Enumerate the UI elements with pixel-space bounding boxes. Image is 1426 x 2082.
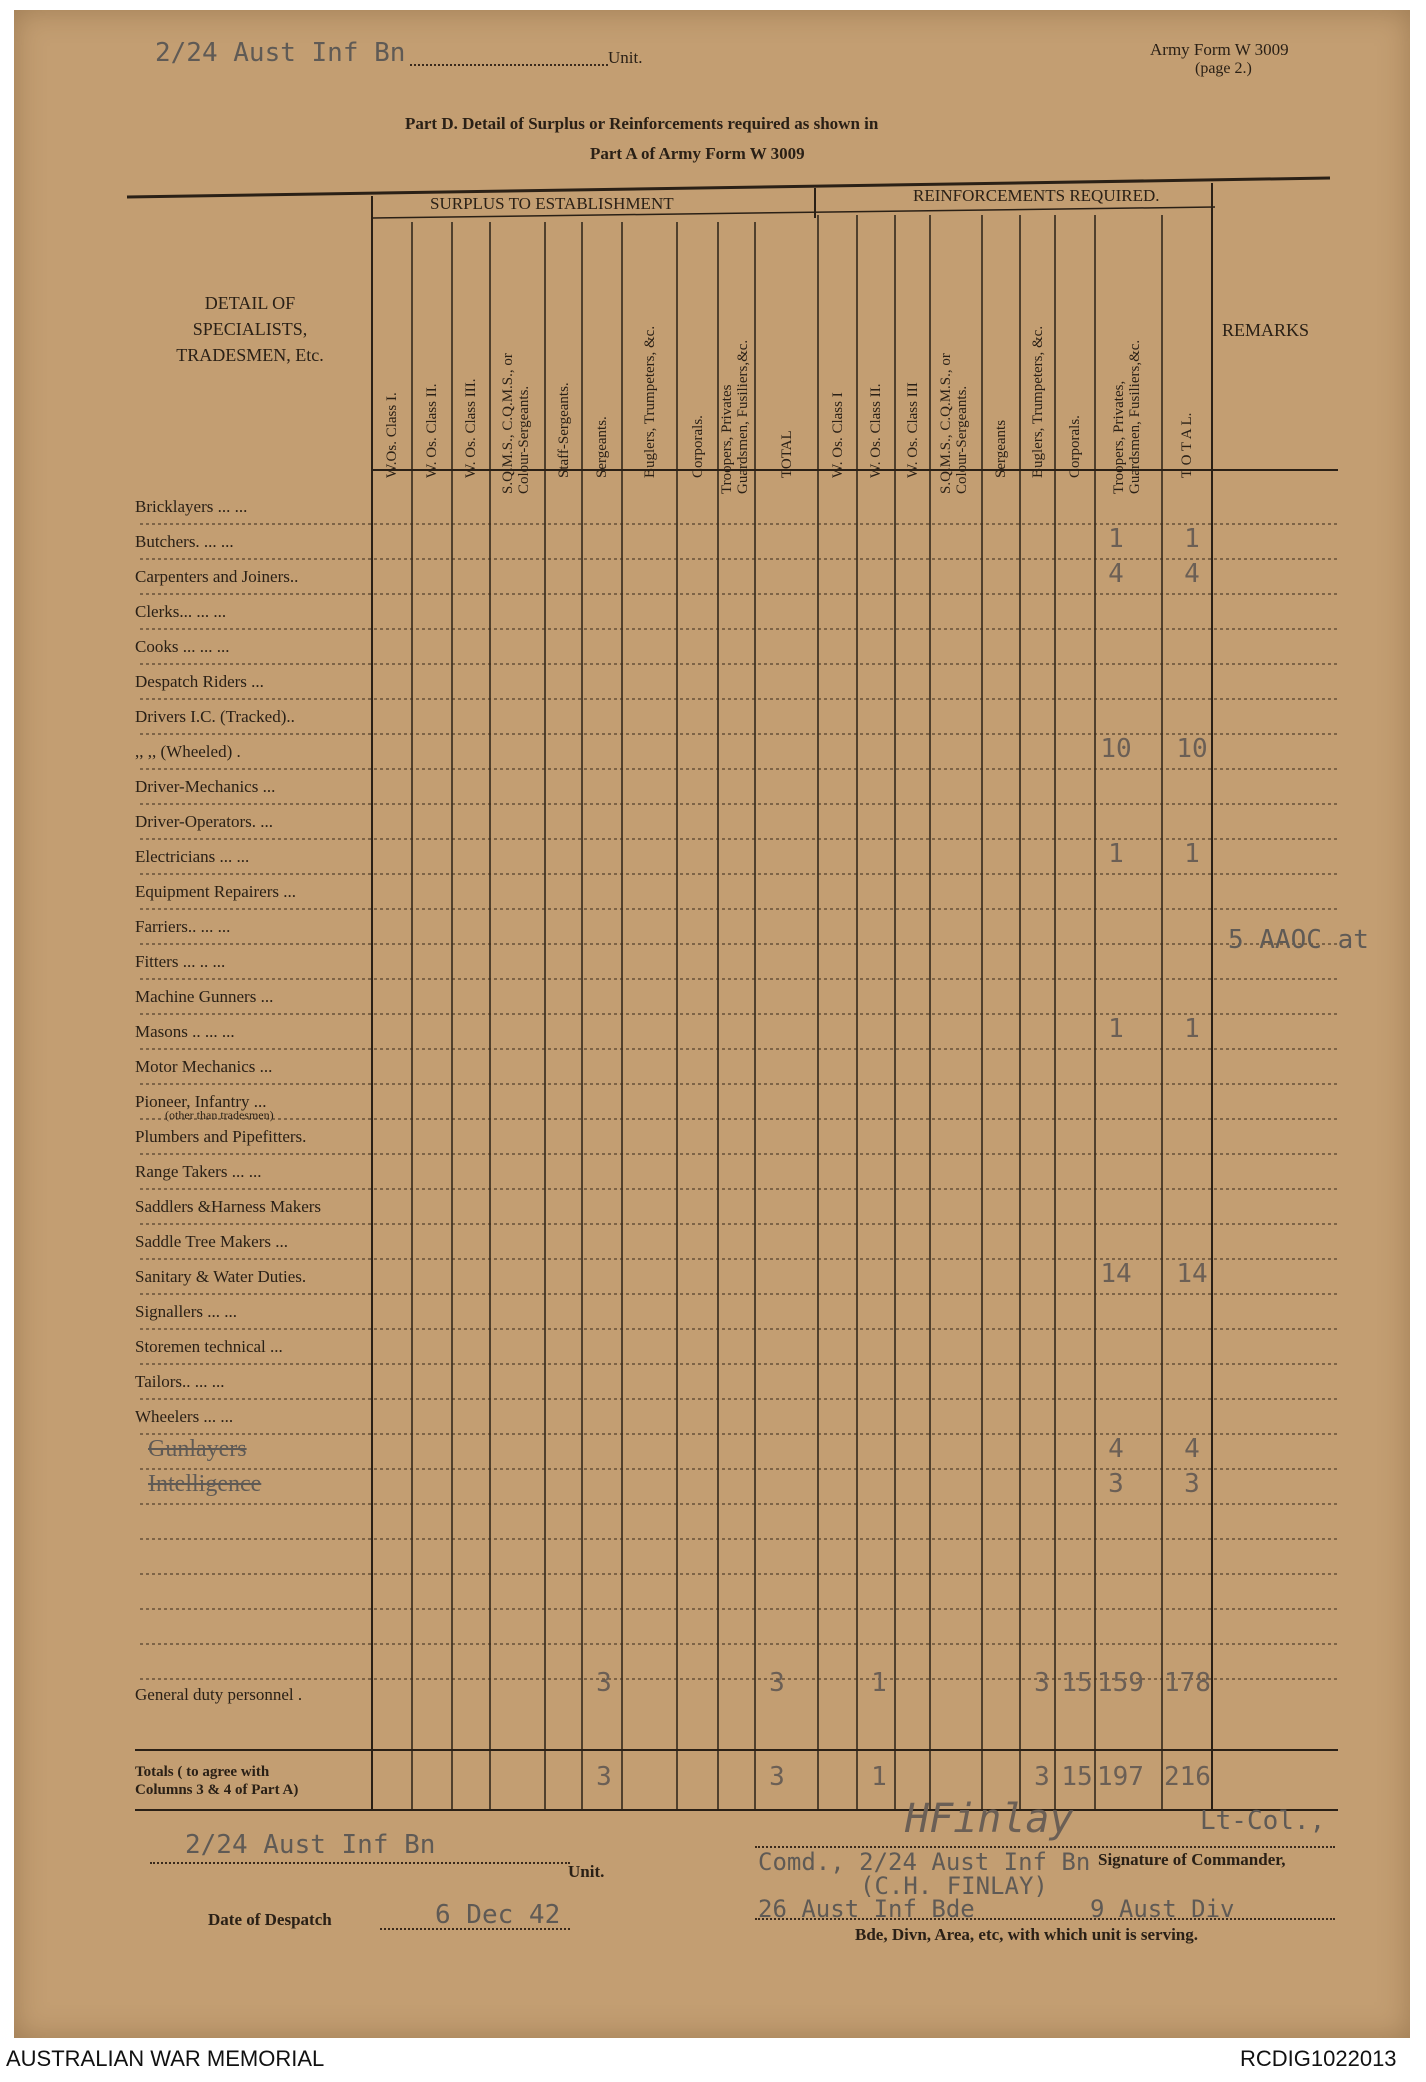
row-label: Fitters ... .. ... [135,952,226,971]
row-label: Saddlers &Harness Makers [135,1197,322,1216]
row-label: Butchers. ... ... [135,532,234,551]
column-header: Corporals. [689,415,706,478]
row-label: Signallers ... ... [135,1302,237,1321]
cell-troopers: 10 [1100,734,1132,764]
signature: HFinlay [905,1796,1074,1842]
cell-r-troopers: 159 [1097,1668,1144,1698]
row-label: Saddle Tree Makers ... [135,1232,288,1251]
archive-credit: AUSTRALIAN WAR MEMORIAL [6,2046,325,2071]
cell-troopers: 1 [1108,839,1124,869]
column-header: Buglers, Trumpeters, &c. [1029,325,1046,478]
row-label: Gunlayers [148,1436,247,1462]
cell-r-total: 178 [1164,1668,1211,1698]
column-header: Buglers, Trumpeters, &c. [641,325,658,478]
surplus-heading: SURPLUS TO ESTABLISHMENT [430,194,674,213]
row-label: Clerks... ... ... [135,602,227,621]
cell-troopers: 4 [1108,1434,1124,1464]
column-header: Sergeants [993,419,1009,478]
totals-label: Totals ( to agree with Columns 3 & 4 of Part A) [135,1764,299,1798]
cell-r-corporals: 15 [1061,1762,1093,1792]
row-label: Tailors.. ... ... [135,1372,225,1391]
row-label: Equipment Repairers ... [135,882,296,901]
cell-r-wo2: 1 [871,1762,887,1792]
cell-surplus-total: 3 [769,1668,785,1698]
footer-unit-label: Unit. [568,1862,605,1881]
row-label: Driver-Operators. ... [135,812,273,831]
column-header: TOTAL [778,430,795,478]
army-form-label: Army Form W 3009 [1150,40,1289,59]
archive-id: RCDIG1022013 [1240,2046,1397,2071]
column-header: W. Os. Class I [829,392,846,478]
column-header: Corporals. [1067,415,1083,478]
unit-label: Unit. [608,48,643,67]
row-label: Sanitary & Water Duties. [135,1267,307,1286]
footer-unit-typed: 2/24 Aust Inf Bn [185,1830,436,1860]
rank-typed: Lt-Col., [1200,1806,1326,1836]
row-label: Cooks ... ... ... [135,637,230,656]
column-header: W. Os. Class III [904,382,921,478]
part-title-line1: Part D. Detail of Surplus or Reinforcements required as shown in [405,114,879,133]
row-label: Driver-Mechanics ... [135,777,276,796]
general-duty-label: General duty personnel . [135,1685,303,1704]
cell-troopers: 1 [1108,524,1124,554]
footer-unit-line [150,1862,570,1864]
row-label: Despatch Riders ... [135,672,264,691]
column-header: S.Q.M.S., C.Q.M.S., or Colour-Sergeants. [938,353,970,494]
row-label: Wheelers ... ... [135,1407,234,1426]
cell-r-buglers: 3 [1034,1762,1050,1792]
row-label: Farriers.. ... ... [135,917,231,936]
bde-label: Bde, Divn, Area, etc, with which unit is serving. [855,1925,1199,1944]
cell-r-wo2: 1 [871,1668,887,1698]
column-header: W. Os. Class II. [868,383,884,478]
cell-r-total: 216 [1164,1762,1211,1792]
row-label: Storemen technical ... [135,1337,283,1356]
column-header: T O T A L. [1179,412,1195,478]
cell-total: 4 [1184,559,1200,589]
name-typed: (C.H. FINLAY) [860,1872,1048,1900]
unit-name: 2/24 Aust Inf Bn [155,38,406,68]
part-title-line2: Part A of Army Form W 3009 [590,144,805,163]
date-despatch-label: Date of Despatch [208,1910,332,1929]
detail-heading-line3: TRADESMEN, Etc. [176,345,324,365]
cell-total: 10 [1176,734,1208,764]
detail-heading-line1: DETAIL OF [204,293,296,313]
row-label: Drivers I.C. (Tracked).. [135,707,295,726]
column-header: Staff-Sergeants. [555,382,572,478]
row-label: Plumbers and Pipefitters. [135,1127,307,1146]
row-label: Electricians ... ... [135,847,250,866]
cell-troopers: 14 [1100,1259,1132,1289]
column-header: W.Os. Class I. [384,392,400,478]
reinforcements-heading: REINFORCEMENTS REQUIRED. [913,186,1160,205]
signature-label: Signature of Commander, [1098,1850,1286,1869]
comd-typed: Comd., 2/24 Aust Inf Bn [758,1848,1091,1876]
column-header: S.Q.M.S., C.Q.M.S., or Colour-Sergeants. [499,353,532,494]
signature-line [755,1846,1335,1848]
row-label: Motor Mechanics ... [135,1057,273,1076]
cell-surplus-sergeants: 3 [596,1762,612,1792]
cell-total: 14 [1176,1259,1208,1289]
row-label: Bricklayers ... ... [135,497,248,516]
cell-surplus-sergeants: 3 [596,1668,612,1698]
div-typed: 9 Aust Div [1090,1895,1235,1923]
cell-total: 3 [1184,1469,1200,1499]
detail-heading [150,290,350,368]
row-label: Carpenters and Joiners.. [135,567,299,586]
column-header: W. Os. Class II. [424,383,440,478]
cell-r-buglers: 3 [1034,1668,1050,1698]
cell-r-corporals: 15 [1061,1668,1093,1698]
row-label: ,, ,, (Wheeled) . [135,742,241,761]
cell-troopers: 1 [1108,1014,1124,1044]
bde-line [755,1918,1335,1920]
detail-heading-line2: SPECIALISTS, [192,319,308,339]
remarks-entry: 5 AAOC at [1228,925,1369,955]
row-note: (other than tradesmen) [165,1108,274,1122]
column-header: Sergeants. [594,416,610,478]
cell-total: 1 [1184,1014,1200,1044]
row-label: Masons .. ... ... [135,1022,235,1041]
cell-total: 1 [1184,839,1200,869]
bde-typed: 26 Aust Inf Bde [758,1895,975,1923]
row-label: Range Takers ... ... [135,1162,262,1181]
date-despatch-value: 6 Dec 42 [435,1900,561,1930]
cell-r-troopers: 197 [1097,1762,1144,1792]
cell-troopers: 3 [1108,1469,1124,1499]
column-header: Troopers, Privates, Guardsmen, Fusiliers,&c. [1110,339,1143,494]
column-header: Troopers, Privates Guardsmen, Fusiliers,&c. [718,339,751,494]
row-label: Machine Gunners ... [135,987,274,1006]
row-label: Intelligence [148,1471,262,1497]
column-header: W. Os. Class III. [463,378,479,478]
row-label: Pioneer, Infantry ... [135,1092,267,1111]
cell-troopers: 4 [1108,559,1124,589]
cell-total: 4 [1184,1434,1200,1464]
cell-surplus-total: 3 [769,1762,785,1792]
date-line [380,1928,570,1930]
remarks-heading: REMARKS [1222,320,1310,340]
cell-total: 1 [1184,524,1200,554]
page-label: (page 2.) [1195,60,1252,77]
